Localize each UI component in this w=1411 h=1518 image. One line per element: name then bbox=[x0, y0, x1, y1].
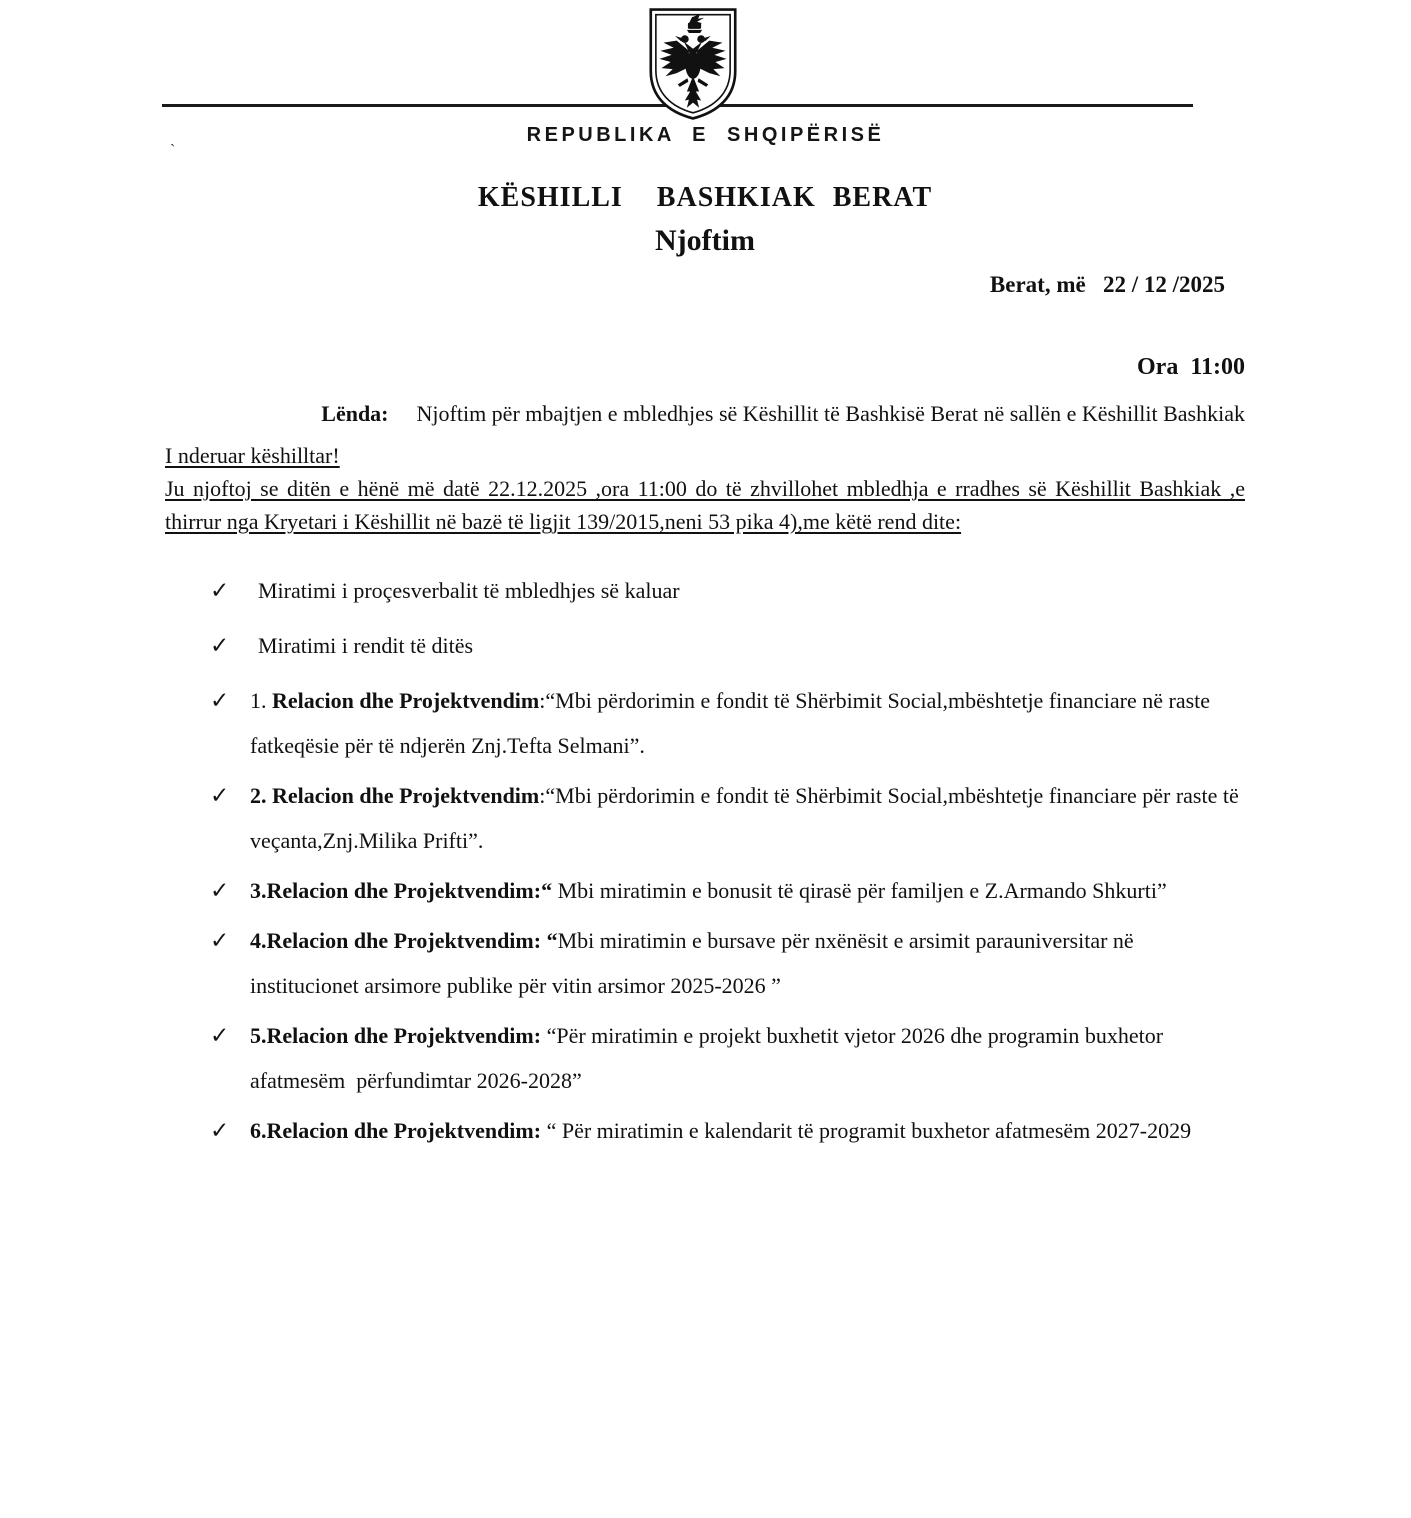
agenda-item-text bbox=[250, 678, 1245, 768]
salutation: I nderuar këshilltar! bbox=[165, 443, 340, 468]
council-title: KËSHILLI BASHKIAK BERAT bbox=[477, 182, 933, 213]
check-icon: ✓ bbox=[210, 578, 230, 603]
item-heading: 3.Relacion dhe Projektvendim:“ bbox=[250, 878, 553, 903]
subject-text: Njoftim për mbajtjen e mbledhjes së Këshillit të Bashkisë Berat në sallën e Këshillit Bashkiak bbox=[416, 401, 1245, 426]
item-heading: 5.Relacion dhe Projektvendim: bbox=[250, 1023, 542, 1048]
agenda-item-text bbox=[250, 773, 1245, 863]
agenda-item bbox=[210, 623, 1245, 668]
republic-label: REPUBLIKA E SHQIPËRISË bbox=[526, 124, 885, 146]
agenda-item-text bbox=[250, 918, 1245, 1008]
item-heading: Relacion dhe Projektvendim bbox=[272, 688, 540, 713]
item-body: “ Për miratimin e kalendarit të programit buxhetor afatmesëm 2027-2029 bbox=[541, 1118, 1192, 1143]
check-icon: ✓ bbox=[210, 633, 230, 658]
agenda-item-text bbox=[250, 1108, 1245, 1153]
agenda-item-text bbox=[250, 1013, 1245, 1103]
agenda-item bbox=[210, 773, 1245, 863]
intro-paragraph: Ju njoftoj se ditën e hënë më datë 22.12.2025 ,ora 11:00 do të zhvillohet mbledhja e rradhes së Këshillit Bashkiak ,e thirrur nga Kryetari i Këshillit në bazë të ligjit 139/2015,neni 53 pika 4),me këtë rend dite: bbox=[165, 476, 1245, 534]
document-body bbox=[165, 176, 1245, 1158]
item-body: Miratimi i proçesverbalit të mbledhjes së kaluar bbox=[258, 578, 680, 603]
stray-mark: ` bbox=[170, 142, 176, 159]
agenda-item bbox=[210, 1108, 1245, 1153]
item-prefix: 1. bbox=[250, 688, 272, 713]
agenda-item-text bbox=[250, 568, 1245, 613]
item-body: :“Mbi përdorimin e fondit të Shërbimit Social,mbështetje financiare për raste të veçanta,Znj.Milika Prifti”. bbox=[250, 783, 1245, 853]
item-body: “Për miratimin e projekt buxhetit vjetor 2026 dhe programin buxhetor afatmesëm përfundimtar 2026-2028” bbox=[250, 1023, 1169, 1093]
check-icon: ✓ bbox=[210, 1023, 230, 1048]
subject-label: Lënda: bbox=[321, 401, 389, 426]
agenda-item bbox=[210, 868, 1245, 913]
agenda-item bbox=[210, 1013, 1245, 1103]
item-heading: 6.Relacion dhe Projektvendim: bbox=[250, 1118, 542, 1143]
subject-paragraph bbox=[165, 397, 1245, 431]
check-icon: ✓ bbox=[210, 878, 230, 903]
check-icon: ✓ bbox=[210, 928, 230, 953]
item-body: Miratimi i rendit të ditës bbox=[258, 633, 474, 658]
agenda-item bbox=[210, 568, 1245, 613]
item-body: Mbi miratimin e bonusit të qirasë për familjen e Z.Armando Shkurti” bbox=[552, 878, 1167, 903]
check-icon: ✓ bbox=[210, 688, 230, 713]
agenda-list bbox=[165, 568, 1245, 1153]
agenda-item bbox=[210, 918, 1245, 1008]
item-body: Mbi miratimin e bursave për nxënësit e arsimit parauniversitar në institucionet arsimore publike për vitin arsimor 2025-2026 ” bbox=[250, 928, 1140, 998]
item-body: :“Mbi përdorimin e fondit të Shërbimit Social,mbështetje financiare në raste fatkeqësie për të ndjerën Znj.Tefta Selmani”. bbox=[250, 688, 1216, 758]
agenda-item-text bbox=[250, 623, 1245, 668]
date-line: Berat, më 22 / 12 /2025 bbox=[989, 272, 1225, 297]
check-icon: ✓ bbox=[210, 1118, 230, 1143]
check-icon: ✓ bbox=[210, 783, 230, 808]
item-heading: 2. Relacion dhe Projektvendim bbox=[250, 783, 540, 808]
albania-coat-of-arms-icon bbox=[646, 6, 740, 122]
document-title: Njoftim bbox=[655, 224, 755, 257]
item-heading: 4.Relacion dhe Projektvendim: “ bbox=[250, 928, 558, 953]
agenda-item bbox=[210, 678, 1245, 768]
time-line: Ora 11:00 bbox=[1137, 354, 1245, 380]
agenda-item-text bbox=[250, 868, 1245, 913]
